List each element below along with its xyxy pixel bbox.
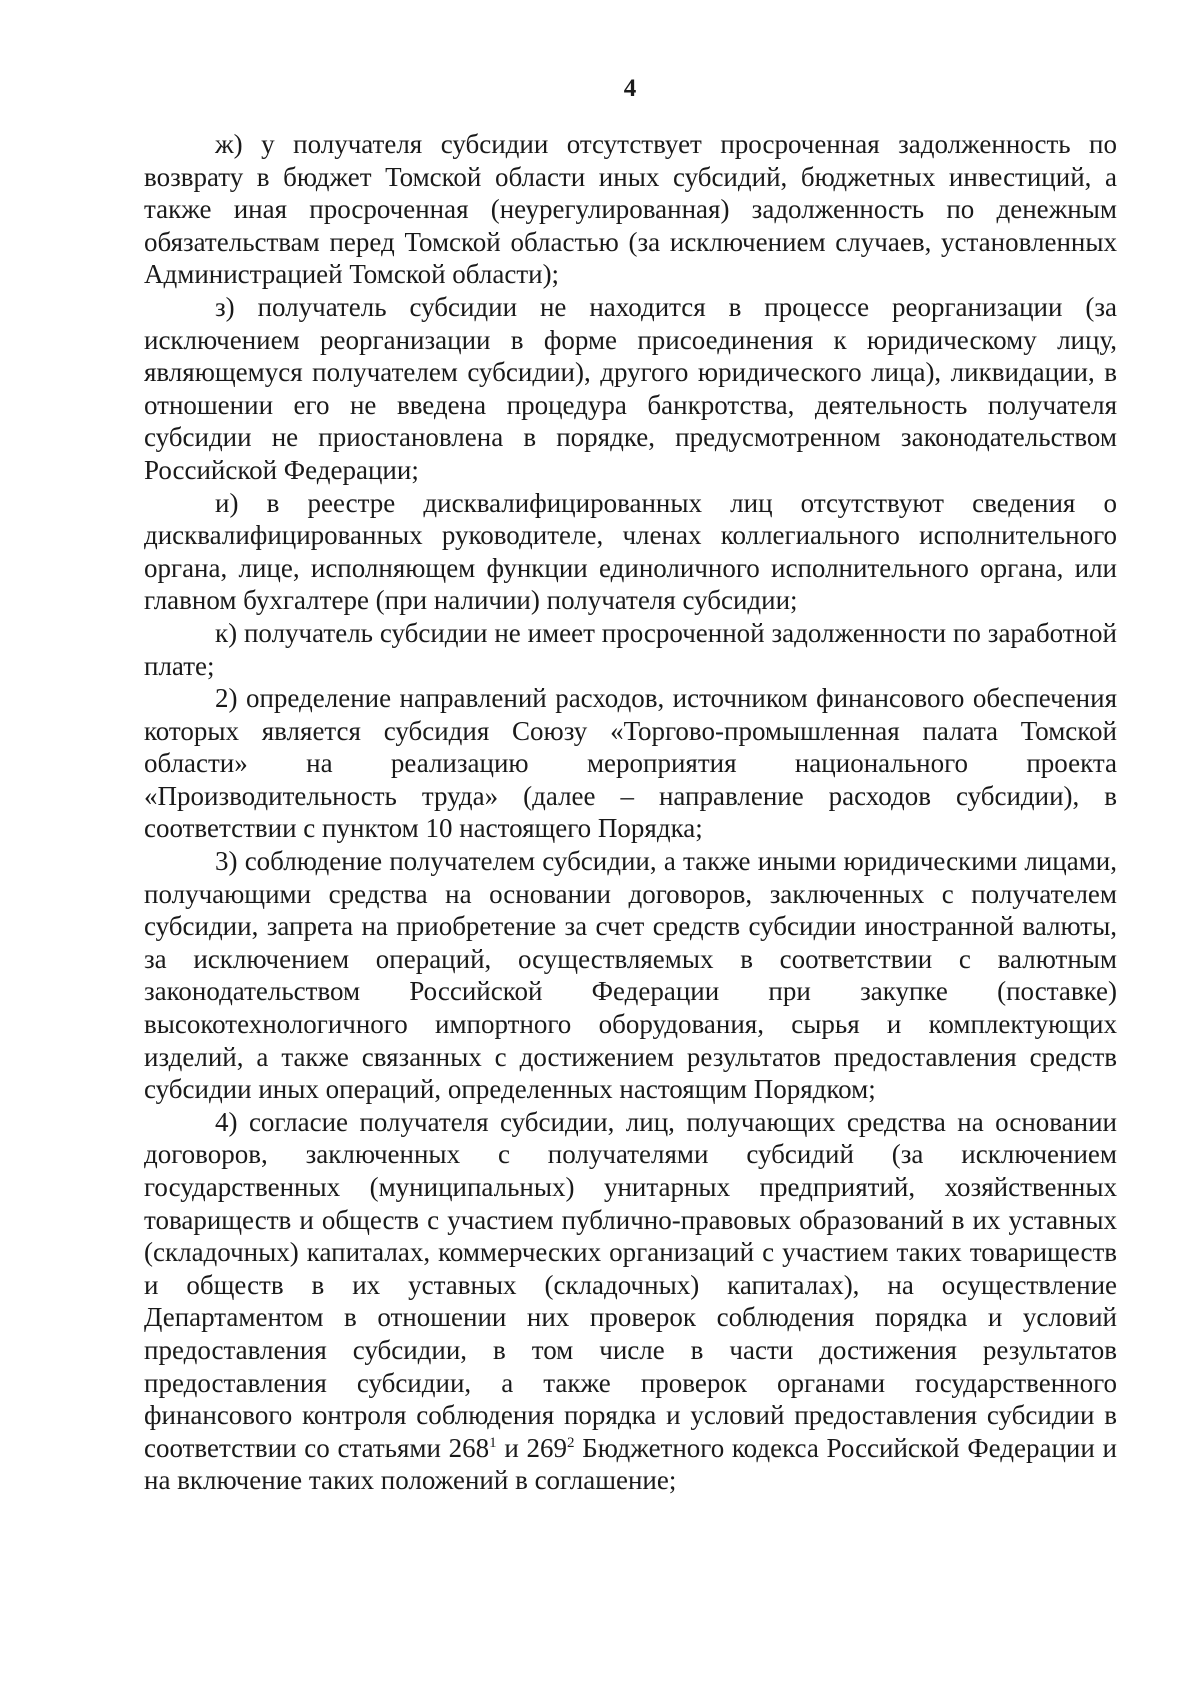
paragraph-k: к) получатель субсидии не имеет просроченной задолженности по заработной плате; [144,617,1117,681]
page-number: 4 [623,75,637,102]
paragraph-4-text-before: 4) согласие получателя субсидии, лиц, получающих средства на основании договоров, заключенных с получателями субсидий (за исключением государственных (муниципальных) унитарных предприятий, хозяйственных товариществ и обществ с участием публично-правовых образований в их уставных (складочных) капиталах, коммерческих организаций с участием таких товариществ и обществ в их уставных (складочных) капиталах), на осуществление Департаментом в отношении них проверок соблюдения порядка и условий предоставления субсидии, в том числе в части достижения результатов предоставления субсидии, а также проверок органами государственного финансового контроля соблюдения порядка и условий предоставления субсидии в соответствии со статьями [144,1106,1117,1463]
paragraph-zh: ж) у получателя субсидии отсутствует просроченная задолженность по возврату в бюджет Томской области иных субсидий, бюджетных инвестиций, а также иная просроченная (неурегулированная) задолженность по денежным обязательствам перед Томской областью (за исключением случаев, установленных Администрацией Томской области); [144,129,1117,290]
article-268-superscript: 1 [489,1434,497,1451]
article-269: 269 [526,1432,568,1463]
paragraph-4-text-after: Бюджетного кодекса Российской Федерации и на включение таких положений в соглашение; [144,1432,1117,1496]
paragraph-4 [144,1106,1117,1497]
article-269-superscript: 2 [567,1434,575,1451]
paragraph-z: з) получатель субсидии не находится в процессе реорганизации (за исключением реорганизации в форме присоединения к юридическому лицу, являющемуся получателем субсидии), другого юридического лица), ликвидации, в отношении его не введена процедура банкротства, деятельность получателя субсидии не приостановлена в порядке, предусмотренном законодательством Российской Федерации; [144,291,1117,485]
paragraph-4-conjunction: и [496,1432,527,1463]
document-body [144,128,1117,1497]
paragraph-i: и) в реестре дисквалифицированных лиц отсутствуют сведения о дисквалифицированных руководителе, членах коллегиального исполнительного органа, лице, исполняющем функции единоличного исполнительного органа, или главном бухгалтере (при наличии) получателя субсидии; [144,487,1117,616]
paragraph-2: 2) определение направлений расходов, источником финансового обеспечения которых является субсидия Союзу «Торгово-промышленная палата Томской области» на реализацию мероприятия национального проекта «Производительность труда» (далее – направление расходов субсидии), в соответствии с пунктом 10 настоящего Порядка; [144,683,1117,844]
article-268: 268 [448,1432,490,1463]
paragraph-3: 3) соблюдение получателем субсидии, а также иными юридическими лицами, получающими средства на основании договоров, заключенных с получателем субсидии, запрета на приобретение за счет средств субсидии иностранной валюты, за исключением операций, осуществляемых в соответствии с валютным законодательством Российской Федерации при закупке (поставке) высокотехнологичного импортного оборудования, сырья и комплектующих изделий, а также связанных с достижением результатов предоставления средств субсидии иных операций, определенных настоящим Порядком; [144,846,1117,1105]
